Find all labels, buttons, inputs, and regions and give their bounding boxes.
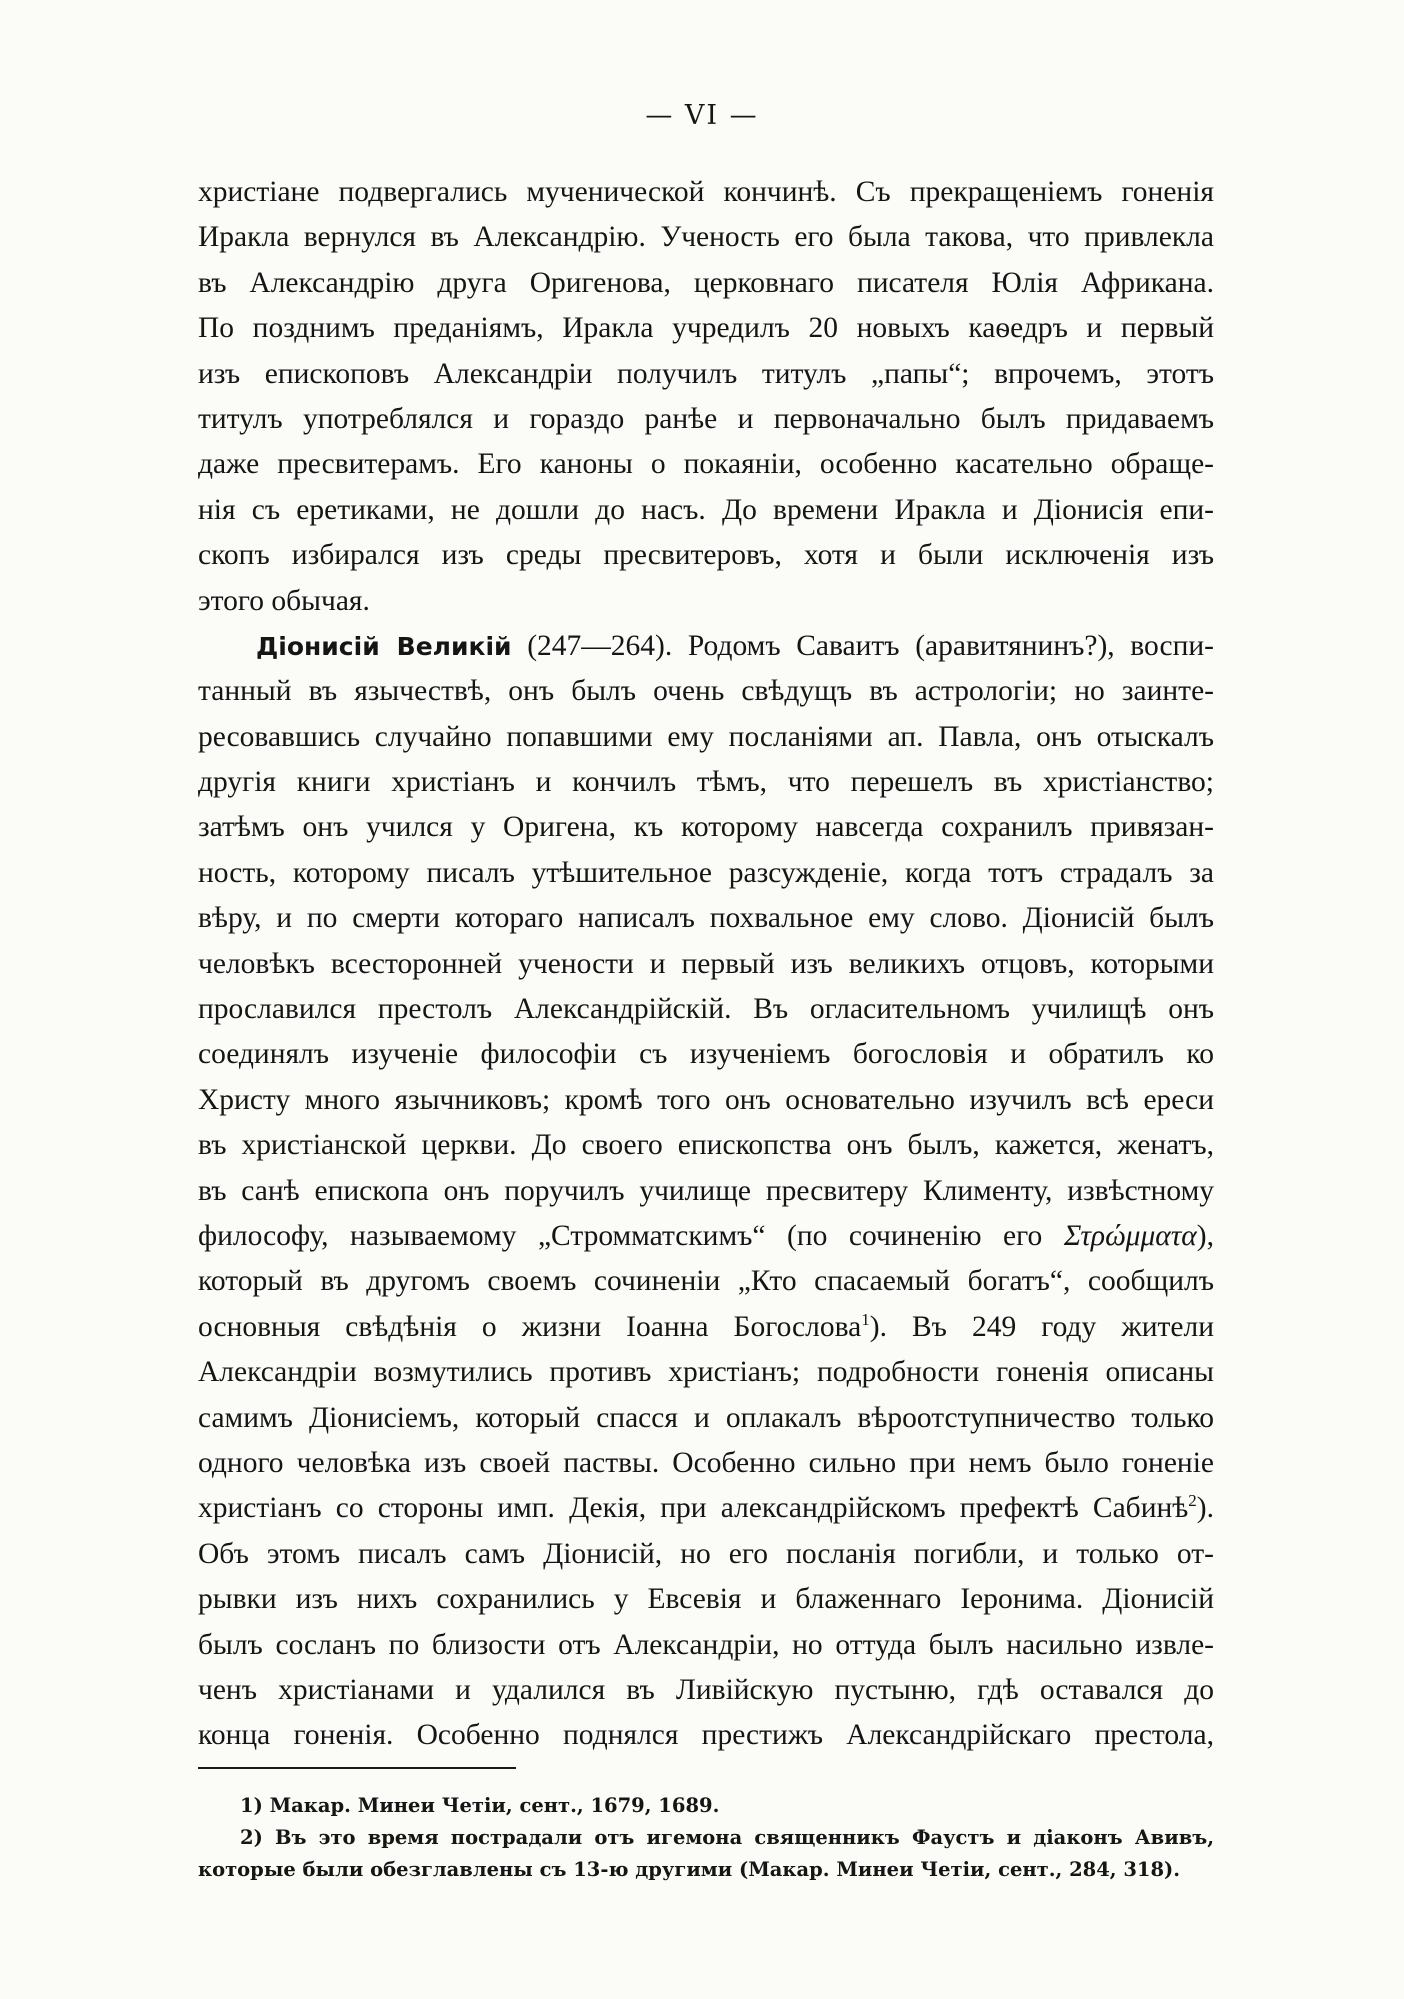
text-line: ресовавшись случайно попавшими ему посланiями ап. Павла, онъ отыскалъ [198, 720, 1214, 753]
text-segment: философу, называемому „Стромматскимъ“ (по сочиненiю его [198, 1219, 1064, 1252]
text-line: въ христiанской церкви. До своего епископства онъ былъ, кажется, женатъ, [198, 1129, 1214, 1162]
footnote-marker[interactable]: 1 [861, 1309, 870, 1329]
text-line: затѣмъ онъ учился у Оригена, къ которому навсегда сохранилъ привязан- [198, 811, 1214, 844]
text-line: человѣкъ всесторонней учености и первый изъ великихъ отцовъ, которыми [198, 947, 1214, 980]
footnote-2-continued: которые были обезглавлены съ 13-ю другими (Макар. Минеи Четiи, сент., 284, 318). [198, 1858, 1181, 1881]
text-segment: христiанъ со стороны имп. Декiя, при александрiйскомъ префектѣ Сабинѣ [198, 1492, 1189, 1525]
text-segment: ). Въ 249 году жители [869, 1310, 1214, 1343]
text-line [198, 1305, 1214, 1350]
footnotes [198, 1790, 1214, 1886]
text-segment: основныя свѣдѣнiя о жизни Iоанна Богослова [198, 1310, 862, 1343]
text-line: въ Александрiю друга Оригенова, церковнаго писателя Юлiя Африкана. [198, 266, 1214, 299]
text-line: танный въ язычествѣ, онъ былъ очень свѣдущъ въ астрологiи; но заинте- [198, 675, 1214, 708]
text-line: конца гоненiя. Особенно поднялся престижъ Александрiйскаго престола, [198, 1719, 1214, 1752]
footnote-marker[interactable]: 2 [1188, 1491, 1197, 1511]
text-line: вѣру, и по смерти котораго написалъ похвальное ему слово. Дiонисiй былъ [198, 902, 1214, 935]
text-line: ность, которому писалъ утѣшительное разсужденiе, когда тотъ страдалъ за [198, 856, 1214, 889]
text-line: этого обычая. [198, 584, 370, 617]
footnote-divider [198, 1767, 516, 1769]
text-line [198, 1214, 1214, 1259]
text-line: Александрiи возмутились противъ христiанъ; подробности гоненiя описаны [198, 1356, 1214, 1389]
text-line: Христу много язычниковъ; кромѣ того онъ основательно изучилъ всѣ ереси [198, 1083, 1214, 1116]
text-line: даже пресвитерамъ. Его каноны о покаянiи, особенно касательно обраще- [198, 448, 1214, 481]
text-segment: ). [1196, 1492, 1214, 1525]
text-segment: (247—264). Родомъ Саваитъ (аравитянинъ?), воспи- [511, 629, 1214, 662]
footnote-1: 1) Макар. Минеи Четiи, сент., 1679, 1689. [240, 1794, 720, 1817]
section-title: Дiонисiй Великiй [256, 631, 512, 661]
text-line: титулъ употреблялся и гораздо ранѣе и первоначально былъ придаваемъ [198, 402, 1214, 435]
paragraph-start [198, 624, 1214, 669]
text-line: ченъ христiанами и удалился въ Ливiйскую пустыню, гдѣ оставался до [198, 1673, 1214, 1706]
text-line: Иракла вернулся въ Александрiю. Ученость его была такова, что привлекла [198, 221, 1214, 254]
text-line: соединялъ изученiе философiи съ изученiемъ богословiя и обратилъ ко [198, 1038, 1214, 1071]
text-line: прославился престолъ Александрiйскiй. Въ огласительномъ училищѣ онъ [198, 993, 1214, 1026]
text-line: По позднимъ преданiямъ, Иракла учредилъ 20 новыхъ каѳедръ и первый [198, 312, 1214, 345]
main-text [198, 170, 1214, 1759]
text-line: нiя съ еретиками, не дошли до насъ. До времени Иракла и Дiонисiя епи- [198, 493, 1214, 526]
text-line: Объ этомъ писалъ самъ Дiонисiй, но его посланiя погибли, и только от- [198, 1537, 1214, 1570]
text-line [198, 1486, 1214, 1531]
text-segment: ), [1196, 1219, 1214, 1252]
text-line: изъ епископовъ Александрiи получилъ титулъ „папы“; впрочемъ, этотъ [198, 357, 1214, 390]
text-line: рывки изъ нихъ сохранились у Евсевiя и блаженнаго Iеронима. Дiонисiй [198, 1583, 1214, 1616]
text-line: одного человѣка изъ своей паствы. Особенно сильно при немъ было гоненiе [198, 1446, 1214, 1479]
text-line: самимъ Дiонисiемъ, который спасся и оплакалъ вѣроотступничество только [198, 1401, 1214, 1434]
text-line: христiане подвергались мученической кончинѣ. Съ прекращенiемъ гоненiя [198, 176, 1214, 208]
text-line: былъ сосланъ по близости отъ Александрiи, но оттуда былъ насильно извле- [198, 1628, 1214, 1661]
text-line: въ санѣ епископа онъ поручилъ училище пресвитеру Клименту, извѣстному [198, 1174, 1214, 1207]
text-line: скопъ избирался изъ среды пресвитеровъ, хотя и были исключенiя изъ [198, 539, 1214, 572]
page-number: — VI — [645, 100, 759, 131]
text-line: который въ другомъ своемъ сочиненiи „Кто спасаемый богатъ“, сообщилъ [198, 1265, 1214, 1298]
footnote-2: 2) Въ это время пострадали отъ игемона священникъ Фаустъ и дiаконъ Авивъ, [240, 1826, 1214, 1849]
greek-word: Στρώμματα [1063, 1219, 1197, 1252]
text-line: другiя книги христiанъ и кончилъ тѣмъ, что перешелъ въ христiанство; [198, 766, 1214, 799]
